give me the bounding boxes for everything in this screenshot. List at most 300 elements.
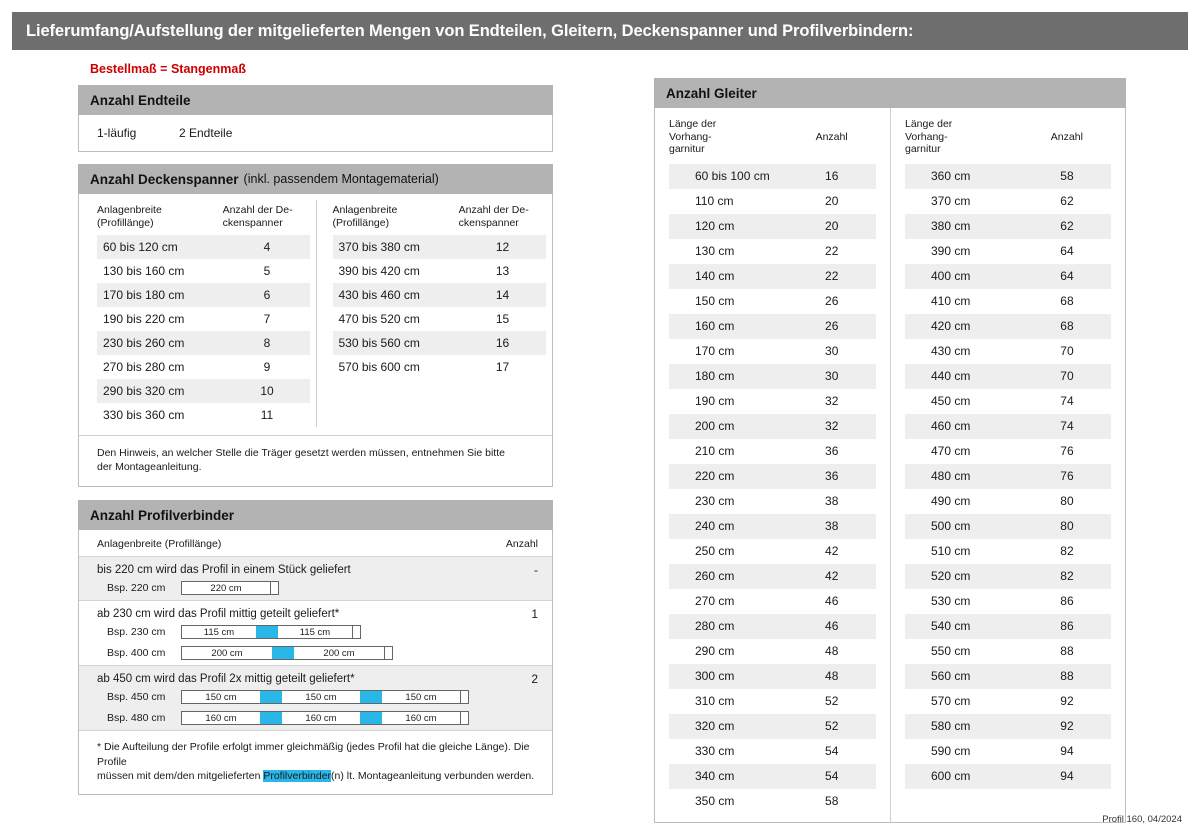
cell-width: 530 bis 560 cm <box>338 336 420 350</box>
cell-count: 58 <box>825 794 839 808</box>
table-row <box>669 339 876 364</box>
col-head-anlagenbreite: Anlagenbreite <box>97 204 162 216</box>
table-row <box>669 164 876 189</box>
example-row <box>79 623 552 644</box>
table-row <box>669 539 876 564</box>
cell-count: 30 <box>825 344 839 358</box>
table-row <box>669 739 876 764</box>
cell-count: 36 <box>825 444 839 458</box>
cell-count: 11 <box>260 408 274 422</box>
table-row <box>669 589 876 614</box>
col-head-laenge-1: Länge der <box>669 118 717 130</box>
column-headers <box>905 116 1111 164</box>
cell-length: 330 cm <box>695 744 735 758</box>
col-head-anlagenbreite: Anlagenbreite <box>332 204 398 216</box>
deckenspanner-tables <box>79 194 552 427</box>
block-text-row <box>79 601 552 623</box>
table-row <box>669 614 876 639</box>
footnote-text-b: (n) lt. Montageanleitung verbunden werden. <box>331 770 535 782</box>
cell-length: 250 cm <box>695 544 735 558</box>
table-row <box>905 489 1111 514</box>
block-description: ab 230 cm wird das Profil mittig geteilt geliefert* <box>97 608 340 620</box>
cell-count: 20 <box>825 219 839 233</box>
table-row <box>905 664 1111 689</box>
cell-count: 80 <box>1060 519 1074 533</box>
cell-length: 220 cm <box>695 469 735 483</box>
cell-count: 20 <box>825 194 839 208</box>
table-row <box>905 639 1111 664</box>
table-row <box>669 714 876 739</box>
table-row <box>905 264 1111 289</box>
cell-length: 450 cm <box>931 394 971 408</box>
table-row <box>333 235 547 259</box>
table-row <box>333 331 547 355</box>
table-row <box>905 764 1111 789</box>
cell-length: 460 cm <box>931 419 971 433</box>
table-row <box>669 639 876 664</box>
profile-connector-icon <box>260 712 282 724</box>
cell-length: 550 cm <box>931 644 971 658</box>
cell-count: 16 <box>495 336 510 350</box>
profile-diagram <box>181 646 393 660</box>
cell-count: 38 <box>825 519 839 533</box>
col-head-anlagenbreite: Anlagenbreite (Profillänge) <box>97 538 222 550</box>
table-row <box>333 307 547 331</box>
cell-count: 22 <box>825 269 839 283</box>
section-header-deckenspanner <box>78 164 553 194</box>
table-row <box>669 514 876 539</box>
table-row <box>905 239 1111 264</box>
section-header-gleiter-label: Anzahl Gleiter <box>666 85 757 101</box>
cell-count: 64 <box>1060 269 1074 283</box>
table-row <box>97 331 310 355</box>
cell-width: 130 bis 160 cm <box>103 264 185 278</box>
table-row <box>669 314 876 339</box>
endteile-count: 2 Endteile <box>179 126 233 140</box>
footnote-highlight: Profilverbinder <box>263 770 332 782</box>
cell-length: 320 cm <box>695 719 735 733</box>
profile-connector-icon <box>256 626 278 638</box>
table-row <box>97 259 310 283</box>
cell-length: 60 bis 100 cm <box>695 169 770 183</box>
cell-count: 70 <box>1060 369 1074 383</box>
cell-length: 200 cm <box>695 419 735 433</box>
table-row <box>669 264 876 289</box>
cell-length: 280 cm <box>695 619 735 633</box>
block-text-row <box>79 557 552 579</box>
table-row <box>905 389 1111 414</box>
col-head-laenge-3: garnitur <box>905 143 941 155</box>
table-row <box>905 514 1111 539</box>
table-row <box>79 115 552 151</box>
section-header-gleiter <box>654 78 1126 108</box>
cell-count: 42 <box>825 569 839 583</box>
page-title: Lieferumfang/Aufstellung der mitgelieferten Mengen von Endteilen, Gleitern, Deckenspanner und Profilverbindern: <box>26 21 914 40</box>
cell-count: 52 <box>825 719 839 733</box>
cell-count: 76 <box>1060 444 1074 458</box>
cell-count: 86 <box>1060 594 1074 608</box>
profile-endcap <box>270 581 278 595</box>
cell-width: 330 bis 360 cm <box>103 408 185 422</box>
cell-length: 210 cm <box>695 444 735 458</box>
block-description: ab 450 cm wird das Profil 2x mittig geteilt geliefert* <box>97 673 355 685</box>
note-line-2: der Montageanleitung. <box>97 461 202 473</box>
col-head-profillaenge: (Profillänge) <box>97 216 154 229</box>
cell-width: 230 bis 260 cm <box>103 336 185 350</box>
cell-count: 70 <box>1060 344 1074 358</box>
cell-count: 17 <box>495 360 510 374</box>
cell-count: 22 <box>825 244 839 258</box>
cell-length: 510 cm <box>931 544 971 558</box>
cell-count: 82 <box>1060 544 1074 558</box>
table-row <box>97 235 310 259</box>
cell-width: 170 bis 180 cm <box>103 288 185 302</box>
cell-length: 570 cm <box>931 694 971 708</box>
cell-width: 470 bis 520 cm <box>338 312 420 326</box>
cell-length: 130 cm <box>695 244 735 258</box>
profile-segment: 115 cm <box>203 626 235 638</box>
panel-endteile <box>78 115 553 152</box>
table-row <box>97 379 310 403</box>
table-row <box>905 614 1111 639</box>
table-row <box>905 189 1111 214</box>
cell-length: 120 cm <box>695 219 735 233</box>
table-row <box>669 489 876 514</box>
cell-count: 9 <box>263 360 271 374</box>
col-head-laenge-2: Vorhang- <box>905 130 948 143</box>
table-row <box>669 664 876 689</box>
cell-length: 430 cm <box>931 344 971 358</box>
gleiter-table-left <box>655 108 890 822</box>
cell-width: 60 bis 120 cm <box>103 240 178 254</box>
table-row <box>905 689 1111 714</box>
cell-count: 7 <box>263 312 271 326</box>
cell-length: 370 cm <box>931 194 971 208</box>
table-row <box>905 314 1111 339</box>
profile-segment: 160 cm <box>205 712 237 724</box>
cell-count: 68 <box>1060 294 1074 308</box>
cell-length: 180 cm <box>695 369 735 383</box>
table-row <box>97 307 310 331</box>
column-headers <box>669 116 876 164</box>
cell-length: 360 cm <box>931 169 971 183</box>
example-row <box>79 644 552 665</box>
example-row <box>79 579 552 600</box>
panel-gleiter <box>654 108 1126 823</box>
cell-count: 16 <box>825 169 839 183</box>
col-head-anzahl: Anzahl <box>505 538 538 550</box>
cell-length: 140 cm <box>695 269 735 283</box>
cell-length: 350 cm <box>695 794 735 808</box>
cell-length: 340 cm <box>695 769 735 783</box>
table-row <box>905 564 1111 589</box>
cell-count: 52 <box>825 694 839 708</box>
cell-count: 74 <box>1060 419 1074 433</box>
cell-count: 68 <box>1060 319 1074 333</box>
table-row <box>905 589 1111 614</box>
table-row <box>669 439 876 464</box>
cell-count: 36 <box>825 469 839 483</box>
cell-width: 370 bis 380 cm <box>338 240 420 254</box>
profile-endcap <box>384 646 392 660</box>
table-row <box>333 259 547 283</box>
block-quantity: - <box>534 563 538 577</box>
cell-width: 190 bis 220 cm <box>103 312 185 326</box>
table-row <box>905 739 1111 764</box>
table-row <box>669 789 876 814</box>
cell-count: 94 <box>1060 744 1074 758</box>
cell-count: 46 <box>825 619 839 633</box>
example-row <box>79 688 552 709</box>
cell-count: 13 <box>495 264 510 278</box>
cell-length: 190 cm <box>695 394 735 408</box>
table-row <box>905 414 1111 439</box>
cell-count: 76 <box>1060 469 1074 483</box>
profile-segment: 150 cm <box>305 691 337 703</box>
example-row <box>79 709 552 730</box>
table-row <box>97 283 310 307</box>
table-row <box>669 764 876 789</box>
profile-endcap <box>460 690 468 704</box>
cell-count: 94 <box>1060 769 1074 783</box>
right-column <box>654 78 1126 823</box>
table-row <box>97 355 310 379</box>
cell-length: 540 cm <box>931 619 971 633</box>
panel-profilverbinder <box>78 530 553 795</box>
cell-count: 5 <box>263 264 271 278</box>
cell-width: 390 bis 420 cm <box>338 264 420 278</box>
cell-count: 92 <box>1060 719 1074 733</box>
deckenspanner-table-left <box>79 200 316 427</box>
cell-length: 580 cm <box>931 719 971 733</box>
col-head-anzahl: Anzahl <box>1050 131 1083 143</box>
cell-count: 54 <box>825 744 839 758</box>
table-row <box>669 464 876 489</box>
section-header-deckenspanner-sub: (inkl. passendem Montagematerial) <box>243 172 439 186</box>
col-head-laenge-1: Länge der <box>905 118 953 130</box>
cell-length: 490 cm <box>931 494 971 508</box>
cell-length: 270 cm <box>695 594 735 608</box>
cell-count: 92 <box>1060 694 1074 708</box>
cell-length: 150 cm <box>695 294 735 308</box>
profile-diagram <box>181 711 469 725</box>
cell-count: 64 <box>1060 244 1074 258</box>
example-label: Bsp. 220 cm <box>107 582 166 594</box>
cell-count: 74 <box>1060 394 1074 408</box>
cell-count: 54 <box>825 769 839 783</box>
cell-length: 440 cm <box>931 369 971 383</box>
cell-length: 310 cm <box>695 694 735 708</box>
col-head-laenge-3: garnitur <box>669 143 705 155</box>
column-headers <box>333 200 547 235</box>
document-footer: Profil 160, 04/2024 <box>1102 814 1182 825</box>
col-head-anzahl-2: ckenspanner <box>222 216 283 229</box>
cell-count: 26 <box>825 294 839 308</box>
table-row <box>669 564 876 589</box>
cell-length: 230 cm <box>695 494 735 508</box>
profile-connector-icon <box>272 647 294 659</box>
panel-deckenspanner <box>78 194 553 487</box>
cell-width: 270 bis 280 cm <box>103 360 185 374</box>
cell-count: 6 <box>263 288 271 302</box>
column-headers <box>97 200 310 235</box>
cell-length: 560 cm <box>931 669 971 683</box>
cell-length: 600 cm <box>931 769 971 783</box>
col-head-anzahl-1: Anzahl der De- <box>458 204 529 216</box>
cell-count: 80 <box>1060 494 1074 508</box>
cell-length: 420 cm <box>931 319 971 333</box>
table-row <box>905 164 1111 189</box>
profile-segment: 200 cm <box>211 647 243 659</box>
profile-connector-icon <box>260 691 282 703</box>
profilverbinder-block <box>79 600 552 665</box>
cell-count: 8 <box>263 336 271 350</box>
cell-count: 48 <box>825 644 839 658</box>
section-header-profilverbinder-label: Anzahl Profilverbinder <box>90 507 235 523</box>
cell-count: 38 <box>825 494 839 508</box>
col-head-anzahl-1: Anzahl der De- <box>222 204 293 216</box>
cell-width: 570 bis 600 cm <box>338 360 420 374</box>
deckenspanner-table-right <box>316 200 553 427</box>
section-header-deckenspanner-label: Anzahl Deckenspanner <box>90 171 239 187</box>
table-row <box>669 364 876 389</box>
footnote-line-2 <box>97 769 536 784</box>
profilverbinder-block <box>79 556 552 600</box>
cell-length: 470 cm <box>931 444 971 458</box>
cell-length: 160 cm <box>695 319 735 333</box>
left-column <box>78 62 553 795</box>
profile-diagram <box>181 581 279 595</box>
footnote-text-a: müssen mit dem/den mitgelieferten <box>97 770 264 782</box>
table-row <box>669 189 876 214</box>
table-row <box>669 414 876 439</box>
profile-segment: 200 cm <box>323 647 355 659</box>
cell-count: 32 <box>825 419 839 433</box>
cell-length: 110 cm <box>695 194 734 208</box>
cell-count: 4 <box>263 240 271 254</box>
profilverbinder-footnote <box>79 730 552 794</box>
cell-length: 530 cm <box>931 594 971 608</box>
profile-diagram <box>181 690 469 704</box>
cell-length: 260 cm <box>695 569 735 583</box>
cell-length: 500 cm <box>931 519 971 533</box>
cell-length: 290 cm <box>695 644 735 658</box>
bestellmass-note: Bestellmaß = Stangenmaß <box>90 62 246 76</box>
table-row <box>905 339 1111 364</box>
cell-length: 170 cm <box>695 344 735 358</box>
cell-length: 410 cm <box>931 294 971 308</box>
profile-segment: 220 cm <box>210 582 242 594</box>
cell-length: 390 cm <box>931 244 971 258</box>
example-label: Bsp. 480 cm <box>107 712 166 724</box>
cell-count: 82 <box>1060 569 1074 583</box>
cell-count: 46 <box>825 594 839 608</box>
cell-count: 62 <box>1060 194 1074 208</box>
table-row <box>97 403 310 427</box>
cell-length: 380 cm <box>931 219 971 233</box>
note-line-1: Den Hinweis, an welcher Stelle die Träger gesetzt werden müssen, entnehmen Sie bitte <box>97 447 505 459</box>
footnote-line-1: * Die Aufteilung der Profile erfolgt immer gleichmäßig (jedes Profil hat die gleiche Länge). Die Profile <box>97 741 530 768</box>
profile-segment: 160 cm <box>405 712 437 724</box>
gleiter-table-right <box>890 108 1125 822</box>
profile-segment: 150 cm <box>205 691 237 703</box>
profile-connector-icon <box>360 691 382 703</box>
block-quantity: 2 <box>531 672 538 686</box>
block-text-row <box>79 666 552 688</box>
profile-segment: 115 cm <box>299 626 331 638</box>
col-head-anzahl-2: ckenspanner <box>458 216 519 229</box>
document-title-bar <box>12 12 1188 50</box>
cell-count: 30 <box>825 369 839 383</box>
cell-length: 480 cm <box>931 469 971 483</box>
table-row <box>905 214 1111 239</box>
section-header-endteile <box>78 85 553 115</box>
example-label: Bsp. 400 cm <box>107 647 166 659</box>
cell-count: 58 <box>1060 169 1074 183</box>
table-row <box>905 539 1111 564</box>
table-row <box>905 464 1111 489</box>
cell-count: 10 <box>260 384 274 398</box>
block-description: bis 220 cm wird das Profil in einem Stück geliefert <box>97 564 351 576</box>
cell-count: 88 <box>1060 669 1074 683</box>
cell-length: 590 cm <box>931 744 971 758</box>
cell-count: 26 <box>825 319 839 333</box>
cell-count: 15 <box>495 312 510 326</box>
example-label: Bsp. 230 cm <box>107 626 166 638</box>
table-row <box>905 364 1111 389</box>
profile-endcap <box>460 711 468 725</box>
section-header-profilverbinder <box>78 500 553 530</box>
cell-length: 400 cm <box>931 269 971 283</box>
cell-length: 520 cm <box>931 569 971 583</box>
block-quantity: 1 <box>531 607 538 621</box>
cell-count: 14 <box>495 288 510 302</box>
profile-segment: 160 cm <box>305 712 337 724</box>
profilverbinder-block <box>79 665 552 730</box>
col-head-anzahl: Anzahl <box>815 131 848 143</box>
table-row <box>905 439 1111 464</box>
cell-count: 86 <box>1060 619 1074 633</box>
profile-connector-icon <box>360 712 382 724</box>
example-label: Bsp. 450 cm <box>107 691 166 703</box>
col-head-profillaenge: (Profillänge) <box>332 216 390 229</box>
table-row <box>669 389 876 414</box>
cell-width: 290 bis 320 cm <box>103 384 185 398</box>
section-header-endteile-label: Anzahl Endteile <box>90 92 191 108</box>
table-row <box>333 355 547 379</box>
cell-count: 42 <box>825 544 839 558</box>
cell-count: 48 <box>825 669 839 683</box>
cell-length: 300 cm <box>695 669 735 683</box>
profile-segment: 150 cm <box>405 691 437 703</box>
cell-count: 32 <box>825 394 839 408</box>
deckenspanner-note <box>79 435 552 486</box>
endteile-laeufig: 1-läufig <box>97 126 137 140</box>
profile-endcap <box>352 625 360 639</box>
table-row <box>333 283 547 307</box>
table-row <box>905 714 1111 739</box>
table-row <box>669 214 876 239</box>
cell-length: 240 cm <box>695 519 735 533</box>
cell-count: 12 <box>495 240 510 254</box>
column-headers <box>79 530 552 556</box>
col-head-laenge-2: Vorhang- <box>669 130 712 143</box>
table-row <box>905 289 1111 314</box>
cell-count: 62 <box>1060 219 1074 233</box>
cell-count: 88 <box>1060 644 1074 658</box>
table-row <box>669 239 876 264</box>
table-row <box>669 289 876 314</box>
